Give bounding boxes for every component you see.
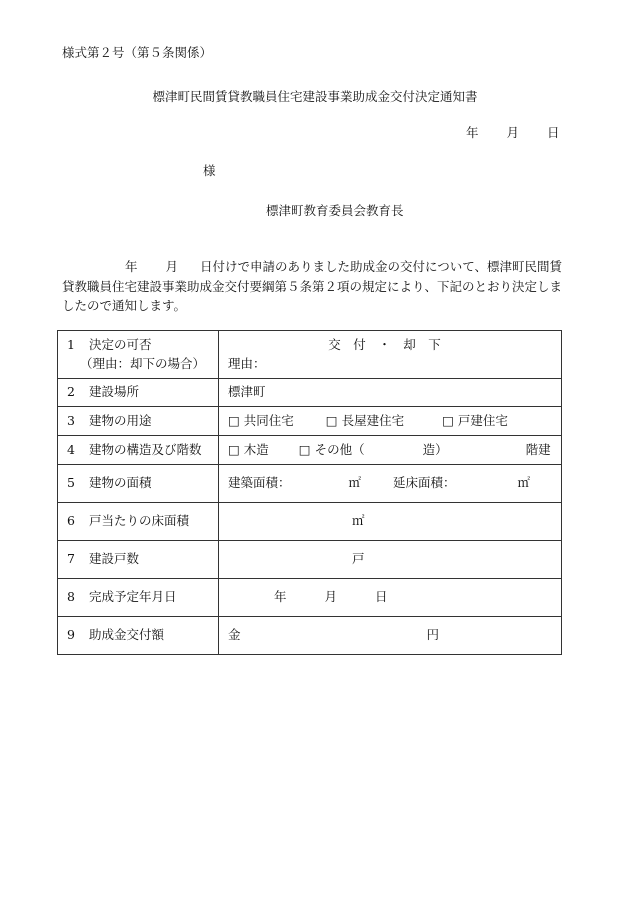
grant-amount-unit: 円 [426,627,440,643]
date-month-label: 月 [506,125,520,140]
date-year-label: 年 [466,125,479,140]
table-row [58,436,562,465]
floors-label: 階建 [525,441,551,457]
notice-date [466,127,560,140]
row-label: 建設戸数 [89,551,140,567]
row-label-area [58,465,219,503]
row-number: 7 [67,551,75,567]
row-label: 完成予定年月日 [89,589,177,605]
table-row [58,379,562,407]
area-per-unit-unit: ㎡ [352,513,365,529]
date-day-label: 日 [547,125,560,140]
row-number: 3 [67,412,75,428]
decision-reason: 理由： [228,355,266,371]
row-value-location: 標津町 [219,379,562,407]
row-number: 5 [67,475,75,491]
row-number: 2 [67,384,75,400]
row-value-decision [219,331,562,379]
row-number: 6 [67,513,75,529]
row-label: 戸当たりの床面積 [89,513,190,529]
completion-year-label: 年 [274,589,287,605]
addressee: 様 [203,163,216,178]
checkbox-row-house[interactable]: □ 長屋建住宅 [325,412,405,428]
row-label: 建物の構造及び階数 [89,441,202,457]
issuer-name: 標津町教育委員会教育長 [266,203,404,218]
row-number: 9 [67,627,75,643]
row-value-grant-amount [219,617,562,655]
document-title: 標津町民間賃貸教職員住宅建設事業助成金交付決定通知書 [152,89,478,104]
floor-area-unit: ㎡ [517,475,531,491]
row-label-usage [58,407,219,436]
body-year-label: 年 [125,259,138,274]
row-label-location [58,379,219,407]
row-label-decision [58,331,219,379]
table-row [58,541,562,579]
row-label-structure [58,436,219,465]
building-area-label: 建築面積： [228,475,291,491]
table-row [58,407,562,436]
row-label: 建物の面積 [89,475,152,491]
row-sublabel: （理由：却下の場合） [80,355,206,371]
body-text: 日付けで申請のありました助成金の交付について、標津町民間賃貸教職員住宅建設事業助成金交付要綱第５条第２項の規定により、下記のとおり決定しましたので通知します。 [62,259,563,313]
decision-table [57,330,562,655]
body-month-label: 月 [165,259,179,274]
checkbox-apartment[interactable]: □ 共同住宅 [228,412,294,428]
grant-amount-prefix: 金 [228,627,241,643]
row-value-unit-count [219,541,562,579]
checkbox-other-structure[interactable]: □ その他（ [298,441,365,457]
row-label-area-per-unit [58,503,219,541]
row-label: 建設場所 [89,384,140,400]
row-value-structure [219,436,562,465]
checkbox-wooden[interactable]: □ 木造 [228,441,269,457]
row-label-completion-date [58,579,219,617]
row-number: 8 [67,589,75,605]
row-label: 助成金交付額 [89,627,165,643]
table-row [58,503,562,541]
row-label-grant-amount [58,617,219,655]
completion-day-label: 日 [375,589,388,605]
row-label: 建物の用途 [89,412,152,428]
row-value-area [219,465,562,503]
row-label-unit-count [58,541,219,579]
other-structure-suffix: 造） [422,441,448,457]
table-row [58,331,562,379]
row-value-completion-date [219,579,562,617]
form-number: 様式第２号（第５条関係） [62,45,213,60]
notice-body [62,257,568,316]
unit-count-unit: 戸 [352,551,365,567]
floor-area-label: 延床面積： [393,475,456,491]
table-row [58,465,562,503]
completion-month-label: 月 [324,589,338,605]
row-value-usage [219,407,562,436]
checkbox-detached-house[interactable]: □ 戸建住宅 [442,412,508,428]
row-value-area-per-unit [219,503,562,541]
table-row [58,617,562,655]
table-row [58,579,562,617]
building-area-unit: ㎡ [348,475,362,491]
row-label: 決定の可否 [89,337,152,352]
row-number: 4 [67,441,75,457]
row-number: 1 [67,337,75,352]
decision-options: 交 付 ・ 却 下 [328,337,441,352]
